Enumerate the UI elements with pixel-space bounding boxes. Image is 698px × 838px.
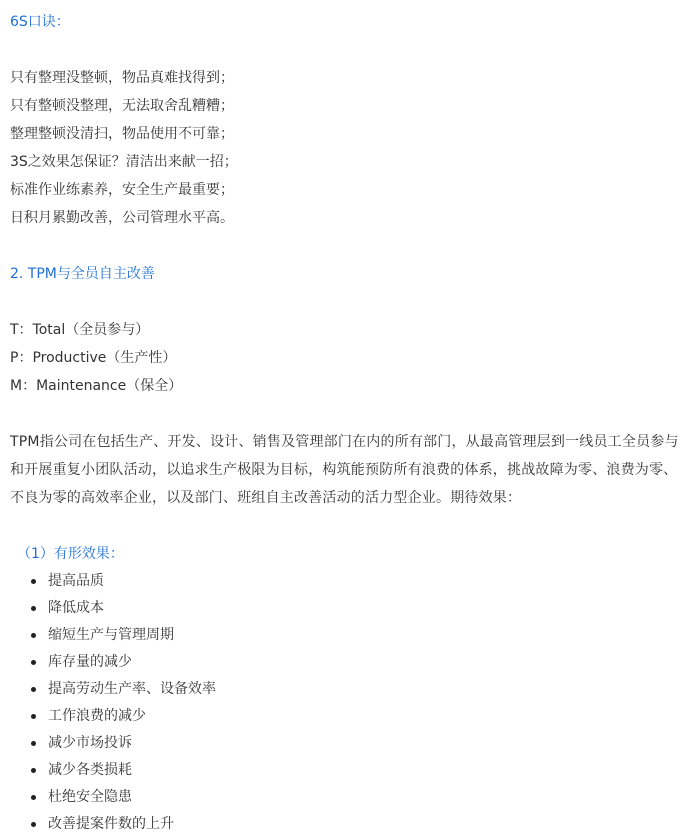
list-item bbox=[10, 784, 688, 811]
list-item-label: 缩短生产与管理周期 bbox=[48, 627, 174, 643]
list-item bbox=[10, 622, 688, 649]
spacer bbox=[10, 512, 688, 540]
list-item bbox=[10, 568, 688, 595]
spacer bbox=[10, 288, 688, 316]
verse-line: 只有整顿没整理，无法取舍乱糟糟； bbox=[10, 98, 234, 114]
verse-line: 整理整顿没清扫，物品使用不可靠； bbox=[10, 126, 234, 142]
bullet-icon bbox=[31, 660, 36, 665]
list-item-label: 杜绝安全隐患 bbox=[48, 789, 132, 805]
list-item-label: 减少各类损耗 bbox=[48, 762, 132, 778]
list-item bbox=[10, 811, 688, 838]
verse-line: 3S之效果怎保证？清洁出来献一招； bbox=[10, 154, 238, 170]
bullet-icon bbox=[31, 795, 36, 800]
list-item-label: 改善提案件数的上升 bbox=[48, 816, 174, 832]
list-item-label: 降低成本 bbox=[48, 600, 104, 616]
list-item bbox=[10, 676, 688, 703]
tpm-description: TPM指公司在包括生产、开发、设计、销售及管理部门在内的所有部门，从最高管理层到一线员工全员参与和开展重复小团队活动，以追求生产极限为目标，构筑能预防所有浪费的体系，挑战故障为零、浪费为零、不良为零的高效率企业，以及部门、班组自主改善活动的活力型企业。期待效果： bbox=[10, 434, 679, 506]
section-heading-6s: 6S口诀： bbox=[10, 14, 70, 30]
definition-line: M：Maintenance（保全） bbox=[10, 378, 183, 394]
verse-line: 只有整理没整顿，物品真难找得到； bbox=[10, 70, 234, 86]
section-heading-tpm: 2. TPM与全员自主改善 bbox=[10, 266, 155, 282]
bullet-icon bbox=[31, 714, 36, 719]
list-item-label: 工作浪费的减少 bbox=[48, 708, 146, 724]
list-item bbox=[10, 730, 688, 757]
list-item-label: 减少市场投诉 bbox=[48, 735, 132, 751]
list-item-label: 库存量的减少 bbox=[48, 654, 132, 670]
effects-list bbox=[10, 568, 688, 838]
list-item bbox=[10, 757, 688, 784]
effects-heading: （1）有形效果： bbox=[17, 546, 124, 562]
spacer bbox=[10, 400, 688, 428]
list-item-label: 提高劳动生产率、设备效率 bbox=[48, 681, 216, 697]
spacer bbox=[10, 36, 688, 64]
bullet-icon bbox=[31, 687, 36, 692]
spacer bbox=[10, 232, 688, 260]
list-item bbox=[10, 703, 688, 730]
list-item-label: 提高品质 bbox=[48, 573, 104, 589]
bullet-icon bbox=[31, 606, 36, 611]
list-item bbox=[10, 649, 688, 676]
definition-line: P：Productive（生产性） bbox=[10, 350, 177, 366]
bullet-icon bbox=[31, 768, 36, 773]
bullet-icon bbox=[31, 633, 36, 638]
bullet-icon bbox=[31, 579, 36, 584]
bullet-icon bbox=[31, 741, 36, 746]
list-item bbox=[10, 595, 688, 622]
verse-line: 标准作业练素养，安全生产最重要； bbox=[10, 182, 234, 198]
verse-line: 日积月累勤改善，公司管理水平高。 bbox=[10, 210, 234, 226]
definition-line: T：Total（全员参与） bbox=[10, 322, 150, 338]
bullet-icon bbox=[31, 822, 36, 827]
